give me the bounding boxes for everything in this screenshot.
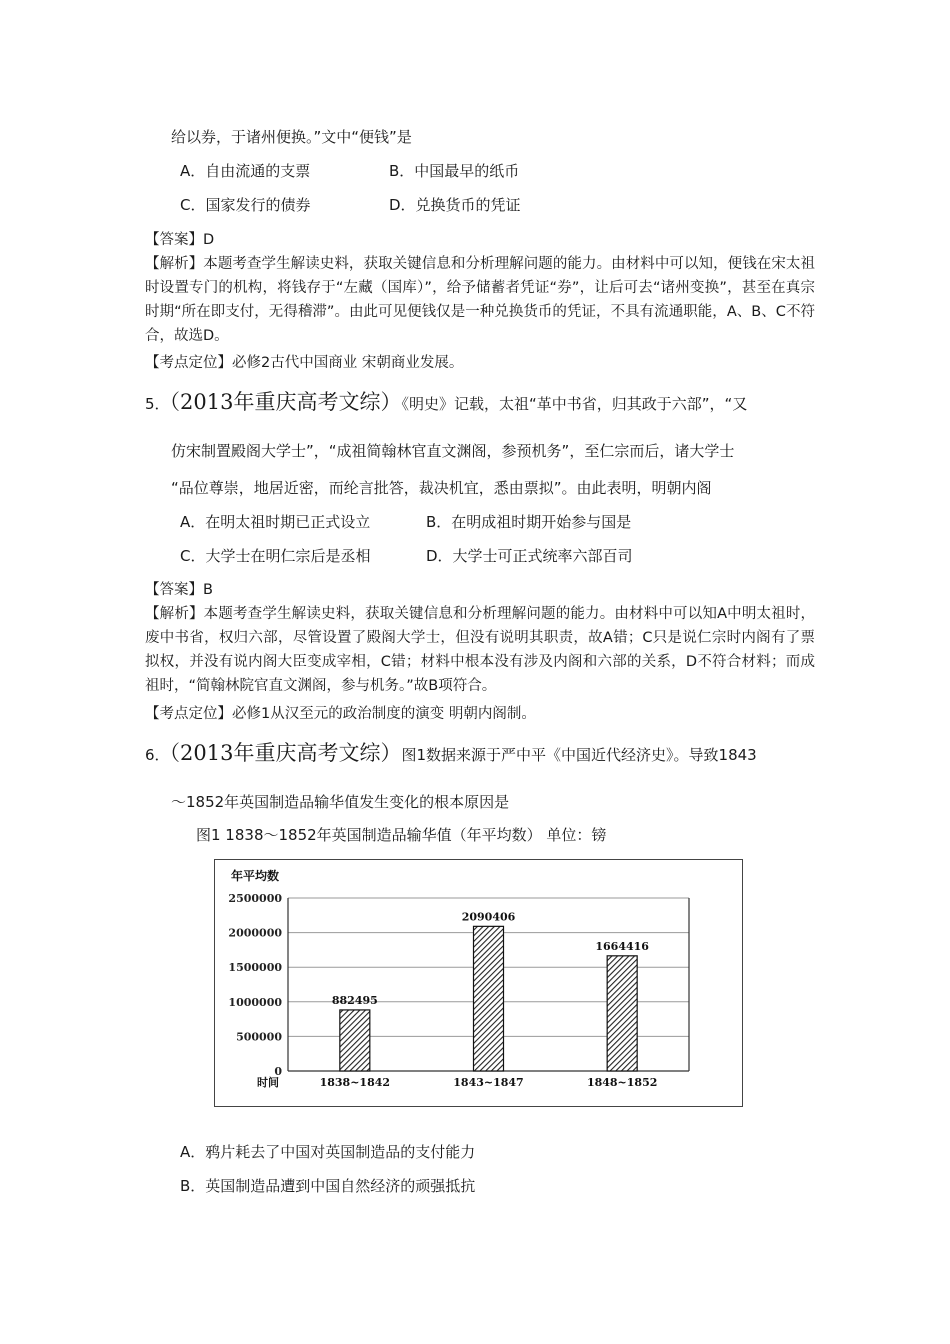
- y-tick-label-0: 0: [274, 1065, 282, 1078]
- q5-kaodian: 【考点定位】必修1从汉至元的政治制度的演变 明朝内阁制。: [145, 706, 536, 722]
- q4-option-a: A．自由流通的支票: [180, 162, 311, 180]
- q6-number: 6．: [145, 746, 170, 764]
- q6-option-b: B．英国制造品遭到中国自然经济的顽强抵抗: [180, 1177, 476, 1195]
- q5-option-c: C．大学士在明仁宗后是丞相: [180, 547, 371, 565]
- y-tick-label-4: 2000000: [228, 926, 282, 940]
- q5-stem-line2: 仿宋制置殿阁大学士”，“成祖简翰林官直文渊阁，参预机务”，至仁宗而后，诸大学士: [171, 442, 735, 460]
- q5-option-a: A．在明太祖时期已正式设立: [180, 513, 371, 531]
- q4-analysis: 【解析】本题考查学生解读史料，获取关键信息和分析理解问题的能力。由材料中可以知，便钱在宋太祖时设置专门的机构，将钱存于“左藏（国库）”，给予储蓄者凭证“券”，让后可去“诸州变换”，甚至在真宗时期“所在即支付，无得稽滞”。由此可见便钱仅是一种兑换货币的凭证，不具有流通职能，A、B、C不符合，故选D。: [145, 256, 815, 344]
- chart-frame: [214, 859, 743, 1107]
- x-axis-title: 时间: [257, 1076, 279, 1089]
- bar-data-label-2: 1664416: [595, 939, 649, 953]
- q4-option-c: C．国家发行的债券: [180, 196, 311, 214]
- q6-stem-line1: [145, 737, 757, 767]
- q5-number: 5．: [145, 395, 170, 413]
- q4-option-d: D．兑换货币的凭证: [389, 196, 521, 214]
- q5-option-b: B．在明成祖时期开始参与国是: [426, 513, 632, 531]
- bar-2: [607, 956, 637, 1071]
- x-tick-label-1: 1843~1847: [453, 1076, 524, 1089]
- q5-stem-line1: [145, 386, 747, 416]
- y-tick-label-3: 1500000: [228, 961, 282, 975]
- figure-caption: 图1 1838～1852年英国制造品输华值（年平均数） 单位：镑: [196, 826, 607, 844]
- q4-stem-tail: 给以券，于诸州便换。”文中“便钱”是: [171, 128, 412, 146]
- q5-stem-text: 《明史》记载，太祖“革中书省，归其政于六部”，“又: [401, 395, 748, 413]
- q5-stem-line3: “品位尊崇，地居近密，而纶言批答，裁决机宜，悉由票拟”。由此表明，明朝内阁: [171, 479, 712, 497]
- q5-source: （2013年重庆高考文综）: [169, 390, 402, 414]
- bar-1: [474, 926, 504, 1071]
- q6-source: （2013年重庆高考文综）: [169, 741, 402, 765]
- q5-answer: 【答案】B: [145, 582, 213, 598]
- q5-option-d: D．大学士可正式统率六部百司: [426, 547, 633, 565]
- bar-0: [340, 1010, 370, 1071]
- x-tick-label-0: 1838~1842: [319, 1076, 391, 1089]
- q6-stem-text: 图1数据来源于严中平《中国近代经济史》。导致1843: [401, 746, 757, 764]
- q4-kaodian: 【考点定位】必修2古代中国商业 宋朝商业发展。: [145, 355, 464, 371]
- q6-option-a: A．鸦片耗去了中国对英国制造品的支付能力: [180, 1143, 476, 1161]
- q4-answer: 【答案】D: [145, 232, 215, 248]
- y-tick-label-5: 2500000: [228, 892, 282, 905]
- x-tick-label-2: 1848~1852: [586, 1076, 658, 1089]
- q6-stem-line2: ～1852年英国制造品输华值发生变化的根本原因是: [171, 793, 510, 811]
- y-tick-label-1: 500000: [236, 1030, 282, 1044]
- q4-option-b: B．中国最早的纸币: [389, 162, 520, 180]
- q5-analysis: 【解析】本题考查学生解读史料，获取关键信息和分析理解问题的能力。由材料中可以知A中明太祖时，废中书省，权归六部，尽管设置了殿阁大学士，但没有说明其职责，故A错；C只是说仁宗时内阁有了票拟权，并没有说内阁大臣变成宰相，C错；材料中根本没有涉及内阁和六部的关系，D不符合材料；而成祖时，“简翰林院官直文渊阁，参与机务。”故B项符合。: [145, 606, 815, 694]
- bar-data-label-0: 882495: [331, 993, 378, 1007]
- bar-chart: [215, 860, 742, 1106]
- bar-data-label-1: 2090406: [461, 910, 516, 924]
- y-axis-title: 年平均数: [231, 869, 280, 883]
- y-tick-label-2: 1000000: [228, 995, 282, 1009]
